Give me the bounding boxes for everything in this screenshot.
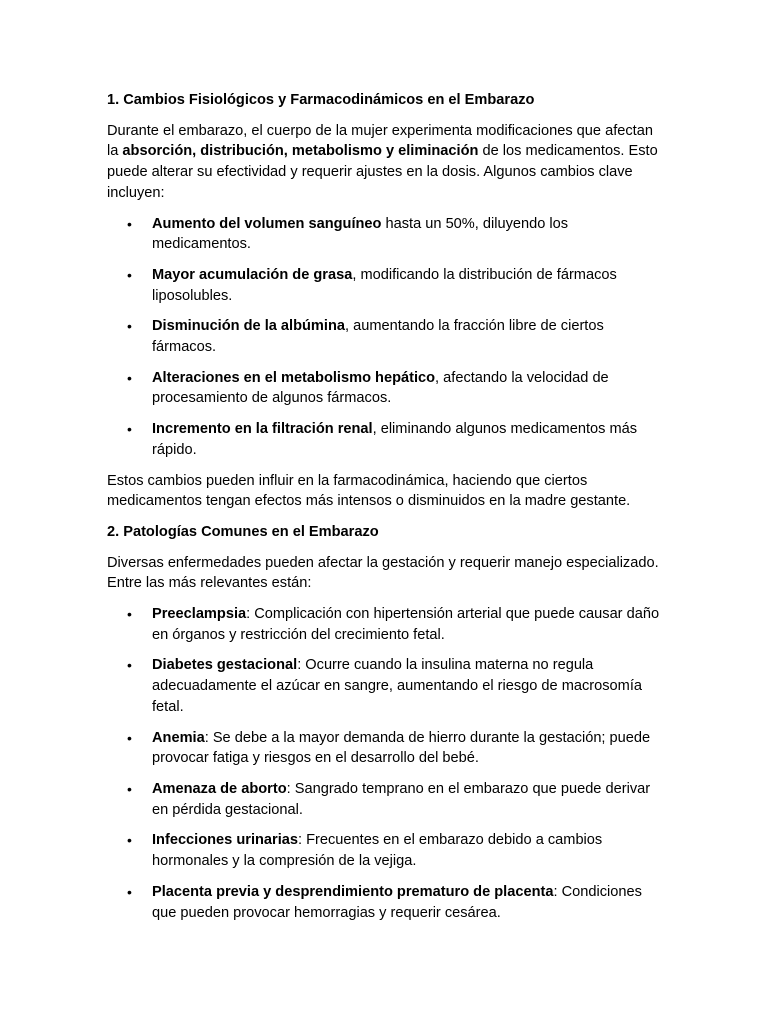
list-item-bold: Anemia: [152, 729, 205, 746]
list-item-text: , eliminando algunos medicamentos más rápido.: [152, 421, 638, 458]
list-item-bold: Disminución de la albúmina: [152, 318, 345, 335]
section1-conclusion: Estos cambios pueden influir en la farmacodinámica, haciendo que ciertos medicamentos tengan efectos más intensos o disminuidos en la madre gestante.: [107, 472, 631, 510]
list-item-text: : Complicación con hipertensión arterial que puede causar daño en órganos y restricción del crecimiento fetal.: [152, 606, 660, 643]
bullet-icon: •: [127, 369, 132, 386]
list-item: [107, 882, 667, 923]
list-item: [107, 316, 667, 357]
list-item: [107, 655, 667, 717]
bullet-icon: •: [127, 832, 132, 849]
list-item-bold: Infecciones urinarias: [152, 832, 298, 849]
section2-title: 2. Patologías Comunes en el Embarazo: [107, 523, 379, 540]
list-item-bold: Placenta previa y desprendimiento prematuro de placenta: [152, 883, 554, 900]
list-item-text: , modificando la distribución de fármacos liposolubles.: [152, 266, 617, 304]
list-item-bold: Aumento del volumen sanguíneo: [152, 215, 382, 232]
bullet-icon: •: [127, 657, 132, 674]
list-item: [107, 214, 667, 255]
list-item-bold: Alteraciones en el metabolismo hepático: [152, 369, 436, 386]
list-item-bold: Mayor acumulación de grasa: [152, 266, 353, 283]
section2-list: [107, 604, 667, 923]
section1-intro: [107, 121, 667, 204]
list-item-bold: Amenaza de aborto: [152, 780, 287, 797]
bullet-icon: •: [127, 266, 132, 283]
bullet-icon: •: [127, 421, 132, 438]
bullet-icon: •: [127, 215, 132, 232]
section1-list: [107, 214, 667, 461]
bullet-icon: •: [127, 318, 132, 335]
section1-title: 1. Cambios Fisiológicos y Farmacodinámicos en el Embarazo: [107, 92, 535, 108]
list-item-bold: Incremento en la filtración renal: [152, 421, 373, 438]
list-item: [107, 779, 667, 820]
list-item: [107, 368, 667, 409]
bullet-icon: •: [127, 883, 132, 900]
list-item: [107, 830, 667, 871]
list-item-text: : Sangrado temprano en el embarazo que puede derivar en pérdida gestacional.: [152, 780, 651, 818]
list-item-text: : Ocurre cuando la insulina materna no regula adecuadamente el azúcar en sangre, aumentando el riesgo de macrosomía fetal.: [152, 657, 643, 715]
list-item-text: : Condiciones que pueden provocar hemorragias y requerir cesárea.: [152, 883, 642, 921]
bullet-icon: •: [127, 606, 132, 623]
list-item: [107, 419, 667, 460]
list-item-text: : Se debe a la mayor demanda de hierro durante la gestación; puede provocar fatiga y riesgos en el desarrollo del bebé.: [152, 729, 651, 767]
section2-intro: Diversas enfermedades pueden afectar la gestación y requerir manejo especializado. Entre las más relevantes están:: [107, 554, 659, 592]
section1-intro-bold: absorción, distribución, metabolismo y eliminación: [122, 143, 479, 160]
list-item-text: , afectando la velocidad de procesamiento de algunos fármacos.: [152, 369, 609, 407]
section1-intro-text-end: de los medicamentos. Esto puede alterar su efectividad y requerir ajustes en la dosis. Algunos cambios clave incluyen:: [107, 143, 658, 201]
list-item-text: hasta un 50%, diluyendo los medicamentos.: [152, 215, 569, 253]
bullet-icon: •: [127, 780, 132, 797]
list-item: [107, 728, 667, 769]
bullet-icon: •: [127, 729, 132, 746]
list-item: [107, 604, 667, 645]
document-page: [107, 90, 667, 933]
list-item-text: , aumentando la fracción libre de ciertos fármacos.: [152, 318, 604, 356]
list-item-bold: Diabetes gestacional: [152, 657, 298, 674]
section1-intro-text: Durante el embarazo, el cuerpo de la mujer experimenta modificaciones que afectan la: [107, 122, 653, 160]
list-item: [107, 265, 667, 306]
list-item-text: : Frecuentes en el embarazo debido a cambios hormonales y la compresión de la vejiga.: [152, 832, 603, 870]
list-item-bold: Preeclampsia: [152, 606, 247, 623]
